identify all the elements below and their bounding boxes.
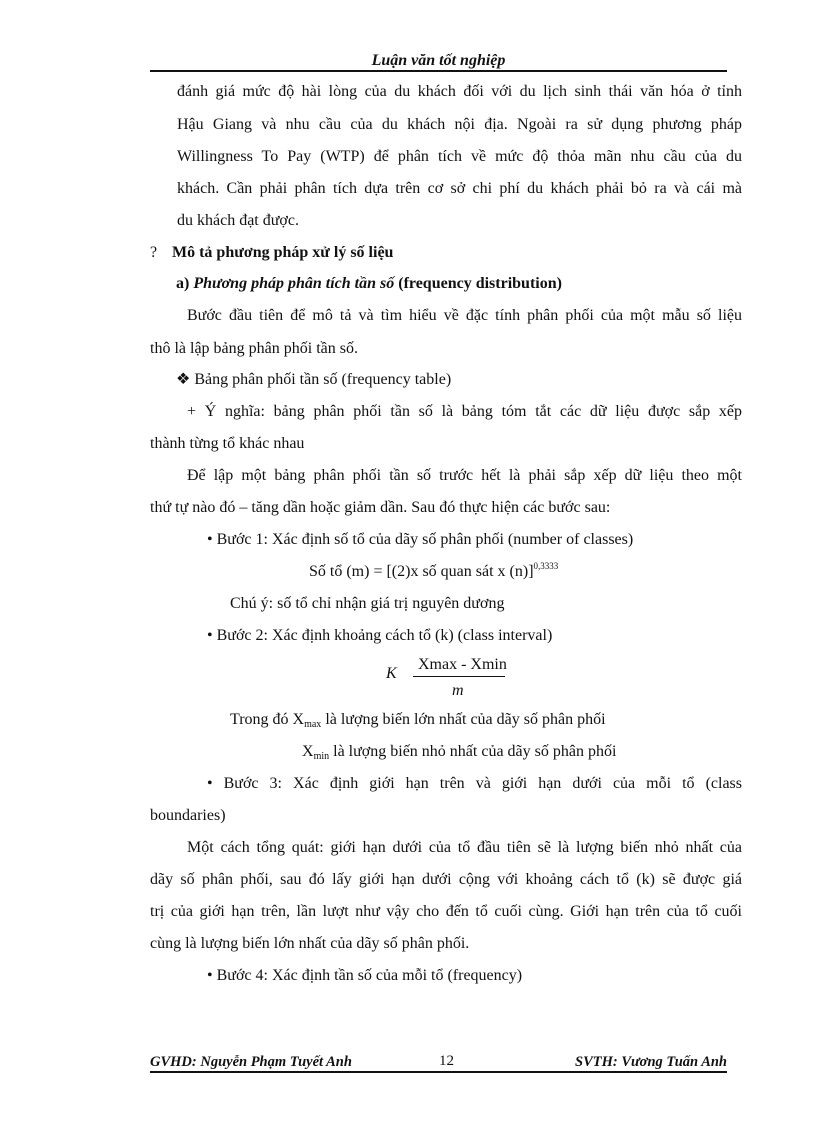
intro-line-2: Hậu Giang và nhu cầu của du khách nội địa. Ngoài ra sử dụng phương pháp bbox=[177, 116, 742, 133]
fraction-denominator: m bbox=[452, 682, 464, 699]
step-1-note: Chú ý: số tổ chỉ nhận giá trị nguyên dương bbox=[230, 595, 505, 612]
xmin-definition bbox=[302, 742, 616, 762]
header-rule bbox=[150, 70, 727, 72]
meaning-line-1: + Ý nghĩa: bảng phân phối tần số là bảng tóm tắt các dữ liệu được sắp xếp bbox=[187, 403, 742, 420]
xmax-rest: là lượng biến lớn nhất của dãy số phân phối bbox=[321, 711, 606, 728]
intro-line-5: du khách đạt được. bbox=[177, 212, 299, 229]
k-symbol: K bbox=[386, 665, 397, 682]
fraction-numerator: Xmax - Xmin bbox=[418, 656, 507, 673]
xmax-subscript: max bbox=[304, 719, 322, 730]
steps-intro-line-2: thứ tự nào đó – tăng dần hoặc giảm dần. Sau đó thực hiện các bước sau: bbox=[150, 499, 611, 516]
intro-line-4: khách. Cần phải phân tích dựa trên cơ sở chi phí du khách phải bỏ ra và cái mà bbox=[177, 180, 742, 197]
diamond-bullet-icon: ❖ bbox=[176, 371, 191, 388]
page-number: 12 bbox=[439, 1053, 454, 1069]
frequency-table-label: Bảng phân phối tần số (frequency table) bbox=[194, 371, 452, 388]
xmin-rest: là lượng biến nhỏ nhất của dãy số phân phối bbox=[329, 743, 617, 760]
section-bullet: ? bbox=[150, 244, 158, 261]
frequency-table-item bbox=[176, 370, 451, 390]
footer-supervisor: GVHD: Nguyễn Phạm Tuyết Anh bbox=[150, 1054, 352, 1070]
footer-rule bbox=[150, 1071, 727, 1073]
first-para-line-2: thô là lập bảng phân phối tần số. bbox=[150, 340, 358, 357]
footer-student: SVTH: Vương Tuấn Anh bbox=[575, 1054, 727, 1070]
subsection-marker: a) bbox=[176, 275, 190, 292]
subsection-heading bbox=[176, 274, 562, 294]
intro-line-3: Willingness To Pay (WTP) để phân tích về mức độ thỏa mãn nhu cầu của du bbox=[177, 148, 742, 165]
general-line-1: Một cách tổng quát: giới hạn dưới của tổ đầu tiên sẽ là lượng biến nhỏ nhất của bbox=[187, 839, 742, 856]
general-line-3: trị của giới hạn trên, lần lượt như vậy cho đến tổ cuối cùng. Giới hạn trên của tổ cuối bbox=[150, 903, 742, 920]
xmin-prefix: X bbox=[302, 743, 314, 760]
formula-text: Số tổ (m) = [(2)x số quan sát x (n)] bbox=[309, 563, 534, 580]
xmin-subscript: min bbox=[313, 751, 330, 762]
step-2: • Bước 2: Xác định khoảng cách tổ (k) (class interval) bbox=[207, 627, 553, 644]
general-line-4: cùng là lượng biến lớn nhất của dãy số phân phối. bbox=[150, 935, 470, 952]
section-heading: Mô tả phương pháp xử lý số liệu bbox=[172, 244, 394, 261]
first-para-line-1: Bước đầu tiên để mô tả và tìm hiểu về đặc tính phân phối của một mẫu số liệu bbox=[187, 307, 742, 324]
step-1-formula bbox=[309, 562, 558, 582]
page-header-title: Luận văn tốt nghiệp bbox=[371, 52, 506, 69]
subsection-title-italic: Phương pháp phân tích tần số bbox=[193, 275, 395, 292]
general-line-2: dãy số phân phối, sau đó lấy giới hạn dưới cộng với khoảng cách tổ (k) sẽ được giá bbox=[150, 871, 742, 888]
meaning-line-2: thành từng tổ khác nhau bbox=[150, 435, 305, 452]
formula-exponent: 0,3333 bbox=[533, 561, 559, 571]
fraction-line bbox=[413, 676, 505, 677]
subsection-title-rest: (frequency distribution) bbox=[398, 275, 562, 292]
step-1: • Bước 1: Xác định số tổ của dãy số phân phối (number of classes) bbox=[207, 531, 634, 548]
steps-intro-line-1: Để lập một bảng phân phối tần số trước hết là phải sắp xếp dữ liệu theo một bbox=[187, 467, 742, 484]
step-3-line-1: • Bước 3: Xác định giới hạn trên và giới hạn dưới của mỗi tổ (class bbox=[207, 775, 742, 792]
intro-line-1: đánh giá mức độ hài lòng của du khách đối với du lịch sinh thái văn hóa ở tỉnh bbox=[177, 83, 742, 100]
xmax-prefix: Trong đó X bbox=[230, 711, 305, 728]
step-4: • Bước 4: Xác định tần số của mỗi tổ (frequency) bbox=[207, 967, 523, 984]
step-3-line-2: boundaries) bbox=[150, 807, 226, 824]
xmax-definition bbox=[230, 710, 606, 730]
